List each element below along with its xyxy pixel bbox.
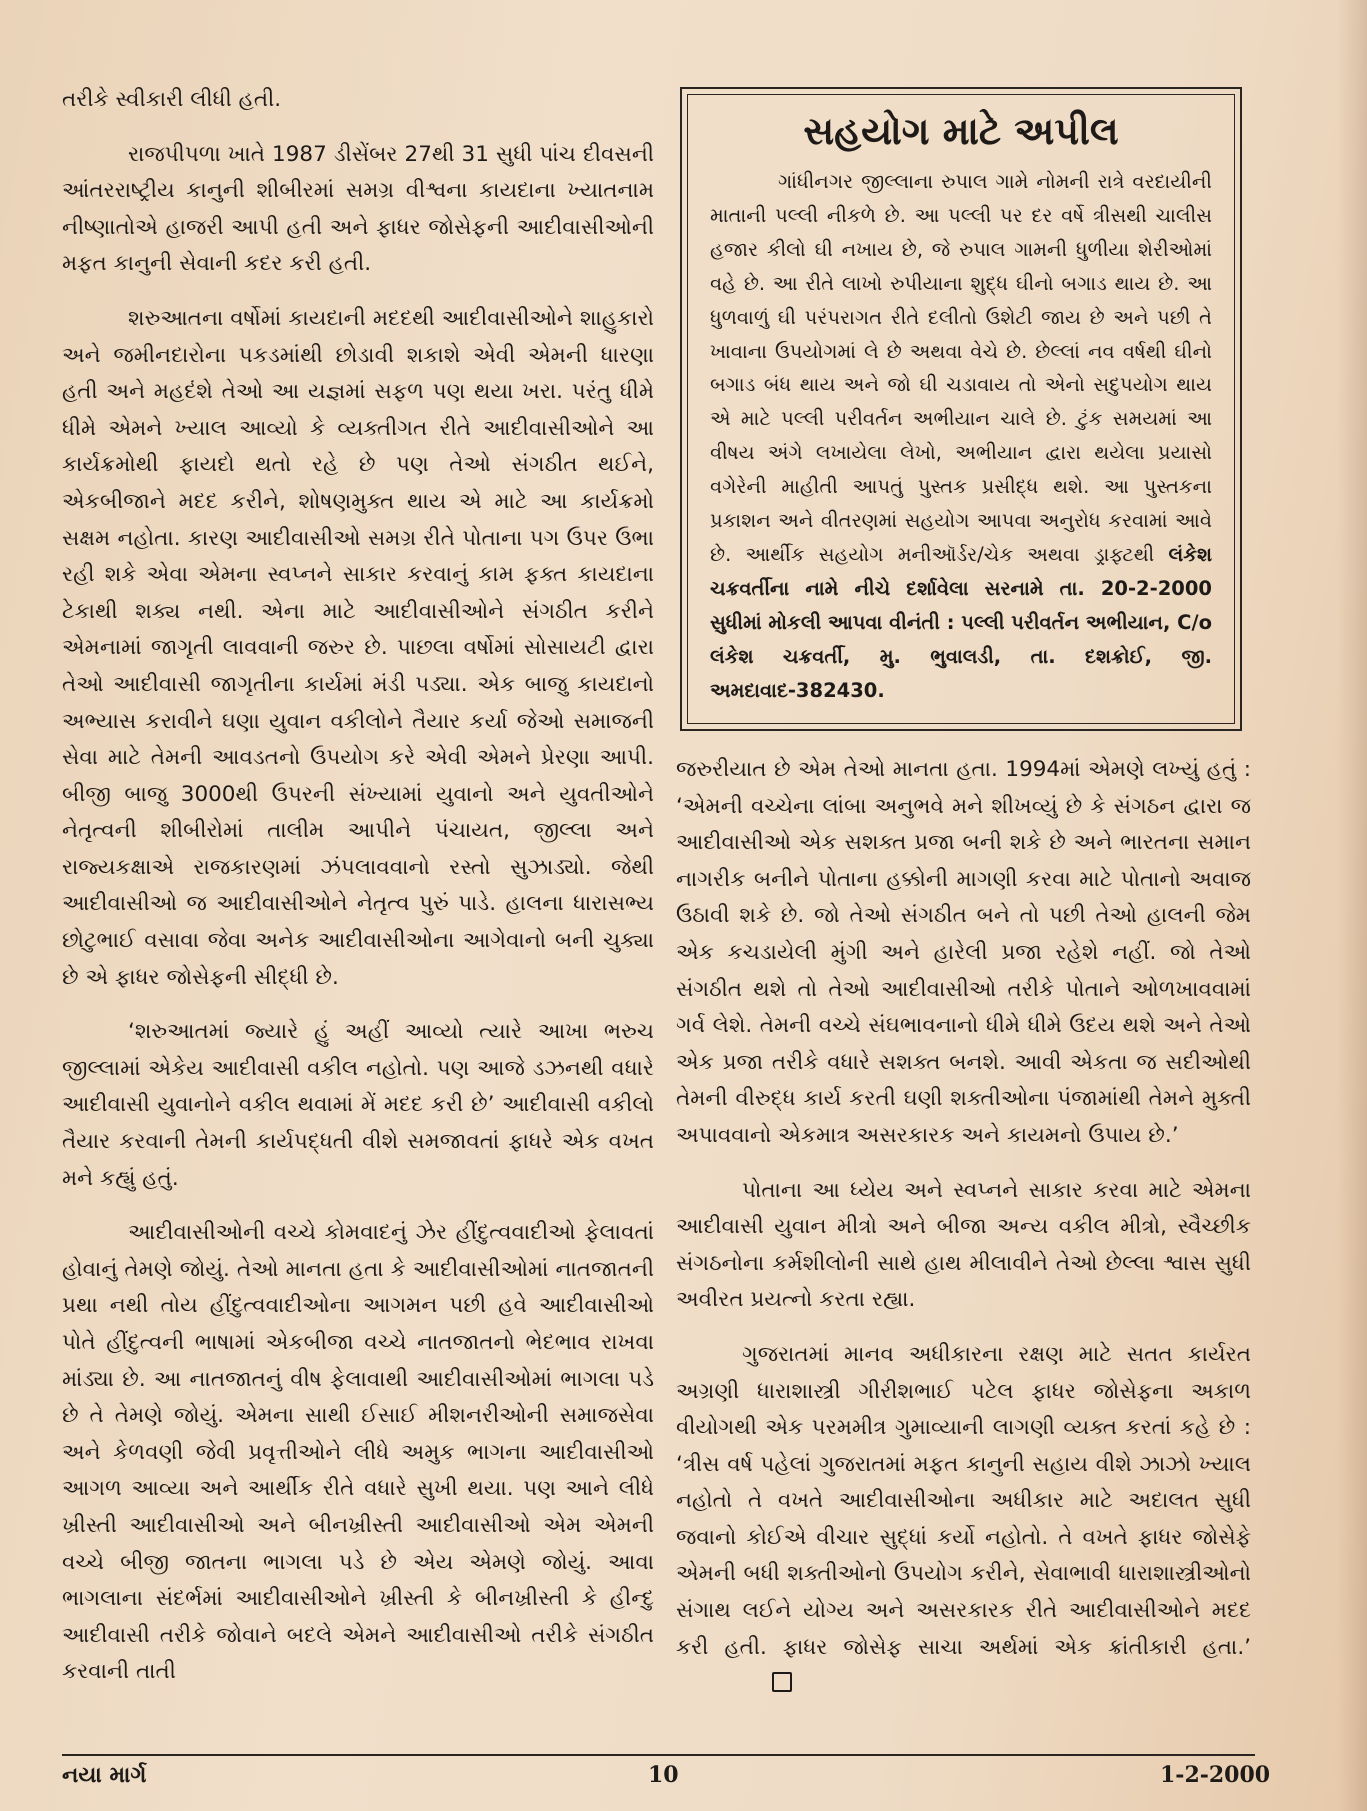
appeal-body-text: ગાંધીનગર જીલ્લાના રુપાલ ગામે નોમની રાત્રે વરદાયીની માતાની પલ્લી નીકળે છે. આ પલ્લી પર દર વર્ષે ત્રીસથી ચાલીસ હજાર કીલો ઘી નખાય છે, જે રુપાલ ગામની ધુળીયા શેરીઓમાં વહે છે. આ રીતે લાખો રુપીયાના શુદ્ધ ઘીનો બગાડ થાય છે. આ ધુળવાળું ઘી પરંપરાગત રીતે દલીતો ઉશેટી જાય છે અને પછી તે ખાવાના ઉપયોગમાં લે છે અથવા વેચે છે. છેલ્લાં નવ વર્ષથી ઘીનો બગાડ બંધ થાય અને જો ઘી ચડાવાય તો એનો સદુપયોગ થાય એ માટે પલ્લી પરીવર્તન અભીયાન ચાલે છે. ટુંક સમયમાં આ વીષય અંગે લખાયેલા લેખો, અભીયાન દ્વારા થયેલા પ્રયાસો વગેરેની માહીતી આપતું પુસ્તક પ્રસીદ્ધ થશે. આ પુસ્તકના પ્રકાશન અને વીતરણમાં સહયોગ આપવા અનુરોધ કરવામાં આવે છે. આર્થીક સહયોગ મનીઑર્ડર/ચેક અથવા ડ્રાફ્ટથી <box>710 170 1212 566</box>
left-paragraph: શરુઆતના વર્ષોમાં કાયદાની મદદથી આદીવાસીઓને શાહુકારો અને જમીનદારોના પકડમાંથી છોડાવી શકાશે એવી એમની ધારણા હતી અને મહદંશે તેઓ આ યજ્ઞમાં સફળ પણ થયા ખરા. પરંતુ ધીમે ધીમે એમને ખ્યાલ આવ્યો કે વ્યક્તીગત રીતે આદીવાસીઓને આ કાર્યક્રમોથી ફાયદો થતો રહે છે પણ તેઓ સંગઠીત થઈને, એકબીજાને મદદ કરીને, શોષણમુક્ત થાય એ માટે આ કાર્યક્રમો સક્ષમ નહોતા. કારણ આદીવાસીઓ સમગ્ર રીતે પોતાના પગ ઉપર ઉભા રહી શકે એવા એમના સ્વપ્નને સાકાર કરવાનું કામ ફક્ત કાયદાના ટેકાથી શક્ય નથી. એના માટે આદીવાસીઓને સંગઠીત કરીને એમનામાં જાગૃતી લાવવાની જરુર છે. પાછલા વર્ષોમાં સોસાયટી દ્વારા તેઓ આદીવાસી જાગૃતીના કાર્યમાં મંડી પડ્યા. એક બાજુ કાયદાનો અભ્યાસ કરાવીને ઘણા યુવાન વકીલોને તૈયાર કર્યા જેઓ સમાજની સેવા માટે તેમની આવડતનો ઉપયોગ કરે એવી એમને પ્રેરણા આપી. બીજી બાજુ 3000થી ઉપરની સંખ્યામાં યુવાનો અને યુવતીઓને નેતૃત્વની શીબીરોમાં તાલીમ આપીને પંચાયત, જીલ્લા અને રાજ્યકક્ષાએ રાજકારણમાં ઝંપલાવવાનો રસ્તો સુઝાડ્યો. જેથી આદીવાસીઓ જ આદીવાસીઓને નેતૃત્વ પુરું પાડે. હાલના ધારાસભ્ય છોટુભાઈ વસાવા જેવા અનેક આદીવાસીઓના આગેવાનો બની ચુક્યા છે એ ફાધર જોસેફની સીદ્ધી છે. <box>62 305 654 990</box>
footer-page-number: 10 <box>648 1762 679 1788</box>
left-column <box>62 82 654 1709</box>
footer-publication: નયા માર્ગ <box>62 1762 147 1788</box>
right-paragraph-last <box>676 1337 1251 1703</box>
left-paragraph: તરીકે સ્વીકારી લીધી હતી. <box>62 87 282 112</box>
footer-divider <box>62 1754 1255 1756</box>
appeal-box <box>680 87 1242 731</box>
left-paragraph: રાજપીપળા ખાતે 1987 ડીસેંબર 27થી 31 સુધી પાંચ દીવસની આંતરરાષ્ટ્રીય કાનુની શીબીરમાં સમગ્ર વીશ્વના કાયદાના ખ્યાતનામ નીષ્ણાતોએ હાજરી આપી હતી અને ફાધર જોસેફની આદીવાસીઓની મફત કાનુની સેવાની કદર કરી હતી. <box>62 141 654 277</box>
appeal-body-address: લંકેશ ચક્રવર્તીના નામે નીચે દર્શાવેલા સરનામે તા. 20-2-2000 સુધીમાં મોકલી આપવા વીનંતી : પલ્લી પરીવર્તન અભીયાન, C/o લંકેશ ચક્રવર્તી, મુ. ભુવાલડી, તા. દશક્રોઈ, જી. અમદાવાદ-382430. <box>710 542 1212 702</box>
right-paragraph: જરુરીયાત છે એમ તેઓ માનતા હતા. 1994માં એમણે લખ્યું હતું : ‘એમની વચ્ચેના લાંબા અનુભવે મને શીખવ્યું છે કે સંગઠન દ્વારા જ આદીવાસીઓ એક સશક્ત પ્રજા બની શકે છે અને ભારતના સમાન નાગરીક બનીને પોતાના હક્કોની માગણી કરવા માટે પોતાનો અવાજ ઉઠાવી શકે છે. જો તેઓ સંગઠીત બને તો પછી તેઓ હાલની જેમ એક કચડાયેલી મુંગી અને હારેલી પ્રજા રહેશે નહીં. જો તેઓ સંગઠીત થશે તો તેઓ આદીવાસીઓ તરીકે પોતાને ઓળખાવવામાં ગર્વ લેશે. તેમની વચ્ચે સંઘભાવનાનો ધીમે ધીમે ઉદય થશે અને તેઓ એક પ્રજા તરીકે વધારે સશક્ત બનશે. આવી એકતા જ સદીઓથી તેમની વીરુદ્ધ કાર્ય કરતી ઘણી શક્તીઓના પંજામાંથી તેમને મુક્તી અપાવવાનો એકમાત્ર અસરકારક અને કાયમનો ઉપાય છે.’ <box>676 757 1251 1148</box>
right-paragraph-text: ગુજરાતમાં માનવ અધીકારના રક્ષણ માટે સતત કાર્યરત અગ્રણી ધારાશાસ્ત્રી ગીરીશભાઈ પટેલ ફાધર જોસેફના અકાળ વીયોગથી એક પરમમીત્ર ગુમાવ્યાની લાગણી વ્યક્ત કરતાં કહે છે : ‘ત્રીસ વર્ષ પહેલાં ગુજરાતમાં મફત કાનુની સહાય વીશે ઝાઝો ખ્યાલ નહોતો તે વખતે આદીવાસીઓના અધીકાર માટે અદાલત સુધી જવાનો કોઈએ વીચાર સુદ્ધાં કર્યો નહોતો. તે વખતે ફાધર જોસેફે એમની બધી શક્તીઓનો ઉપયોગ કરીને, સેવાભાવી ધારાશાસ્ત્રીઓનો સંગાથ લઈને યોગ્ય અને અસરકારક રીતે આદીવાસીઓને મદદ કરી હતી. ફાધર જોસેફ સાચા અર્થમાં એક ક્રાંતીકારી હતા.’ <box>676 1341 1251 1660</box>
page-edge-shadow <box>1337 0 1367 1811</box>
end-mark-icon <box>772 1672 792 1692</box>
left-paragraph: આદીવાસીઓની વચ્ચે કોમવાદનું ઝેર હીંદુત્વવાદીઓ ફેલાવતાં હોવાનું તેમણે જોયું. તેઓ માનતા હતા કે આદીવાસીઓમાં નાતજાતની પ્રથા નથી તોય હીંદુત્વવાદીઓના આગમન પછી હવે આદીવાસીઓ પોતે હીંદુત્વની ભાષામાં એકબીજા વચ્ચે નાતજાતનો ભેદભાવ રાખવા માંડ્યા છે. આ નાતજાતનું વીષ ફેલાવાથી આદીવાસીઓમાં ભાગલા પડે છે તે તેમણે જોયું. એમના સાથી ઈસાઈ મીશનરીઓની સમાજસેવા અને કેળવણી જેવી પ્રવૃત્તીઓને લીધે અમુક ભાગના આદીવાસીઓ આગળ આવ્યા અને આર્થીક રીતે વધારે સુખી થયા. પણ આને લીધે ખ્રીસ્તી આદીવાસીઓ અને બીનખ્રીસ્તી આદીવાસીઓ એમ એમની વચ્ચે બીજી જાતના ભાગલા પડે છે એય એમણે જોયું. આવા ભાગલાના સંદર્ભમાં આદીવાસીઓને ખ્રીસ્તી કે બીનખ્રીસ્તી કે હીન્દુ આદીવાસી તરીકે જોવાને બદલે એમને આદીવાસીઓ તરીકે સંગઠીત કરવાની તાતી <box>62 1220 654 1685</box>
right-column <box>676 752 1251 1721</box>
appeal-box-inner <box>687 94 1235 724</box>
footer-date: 1-2-2000 <box>1160 1762 1271 1788</box>
right-paragraph: પોતાના આ ધ્યેય અને સ્વપ્નને સાકાર કરવા માટે એમના આદીવાસી યુવાન મીત્રો અને બીજા અન્ય વકીલ મીત્રો, સ્વૈચ્છીક સંગઠનોના કર્મશીલોની સાથે હાથ મીલાવીને તેઓ છેલ્લા શ્વાસ સુધી અવીરત પ્રયત્નો કરતા રહ્યા. <box>676 1177 1251 1313</box>
left-paragraph: ‘શરુઆતમાં જ્યારે હું અહીં આવ્યો ત્યારે આખા ભરુચ જીલ્લામાં એકેય આદીવાસી વકીલ નહોતો. પણ આજે ડઝનથી વધારે આદીવાસી યુવાનોને વકીલ થવામાં મેં મદદ કરી છે’ આદીવાસી વકીલો તૈયાર કરવાની તેમની કાર્યપદ્ધતી વીશે સમજાવતાં ફાધરે એક વખત મને કહ્યું હતું. <box>62 1019 654 1191</box>
appeal-title: સહયોગ માટે અપીલ <box>803 109 1119 153</box>
appeal-body <box>710 165 1212 708</box>
